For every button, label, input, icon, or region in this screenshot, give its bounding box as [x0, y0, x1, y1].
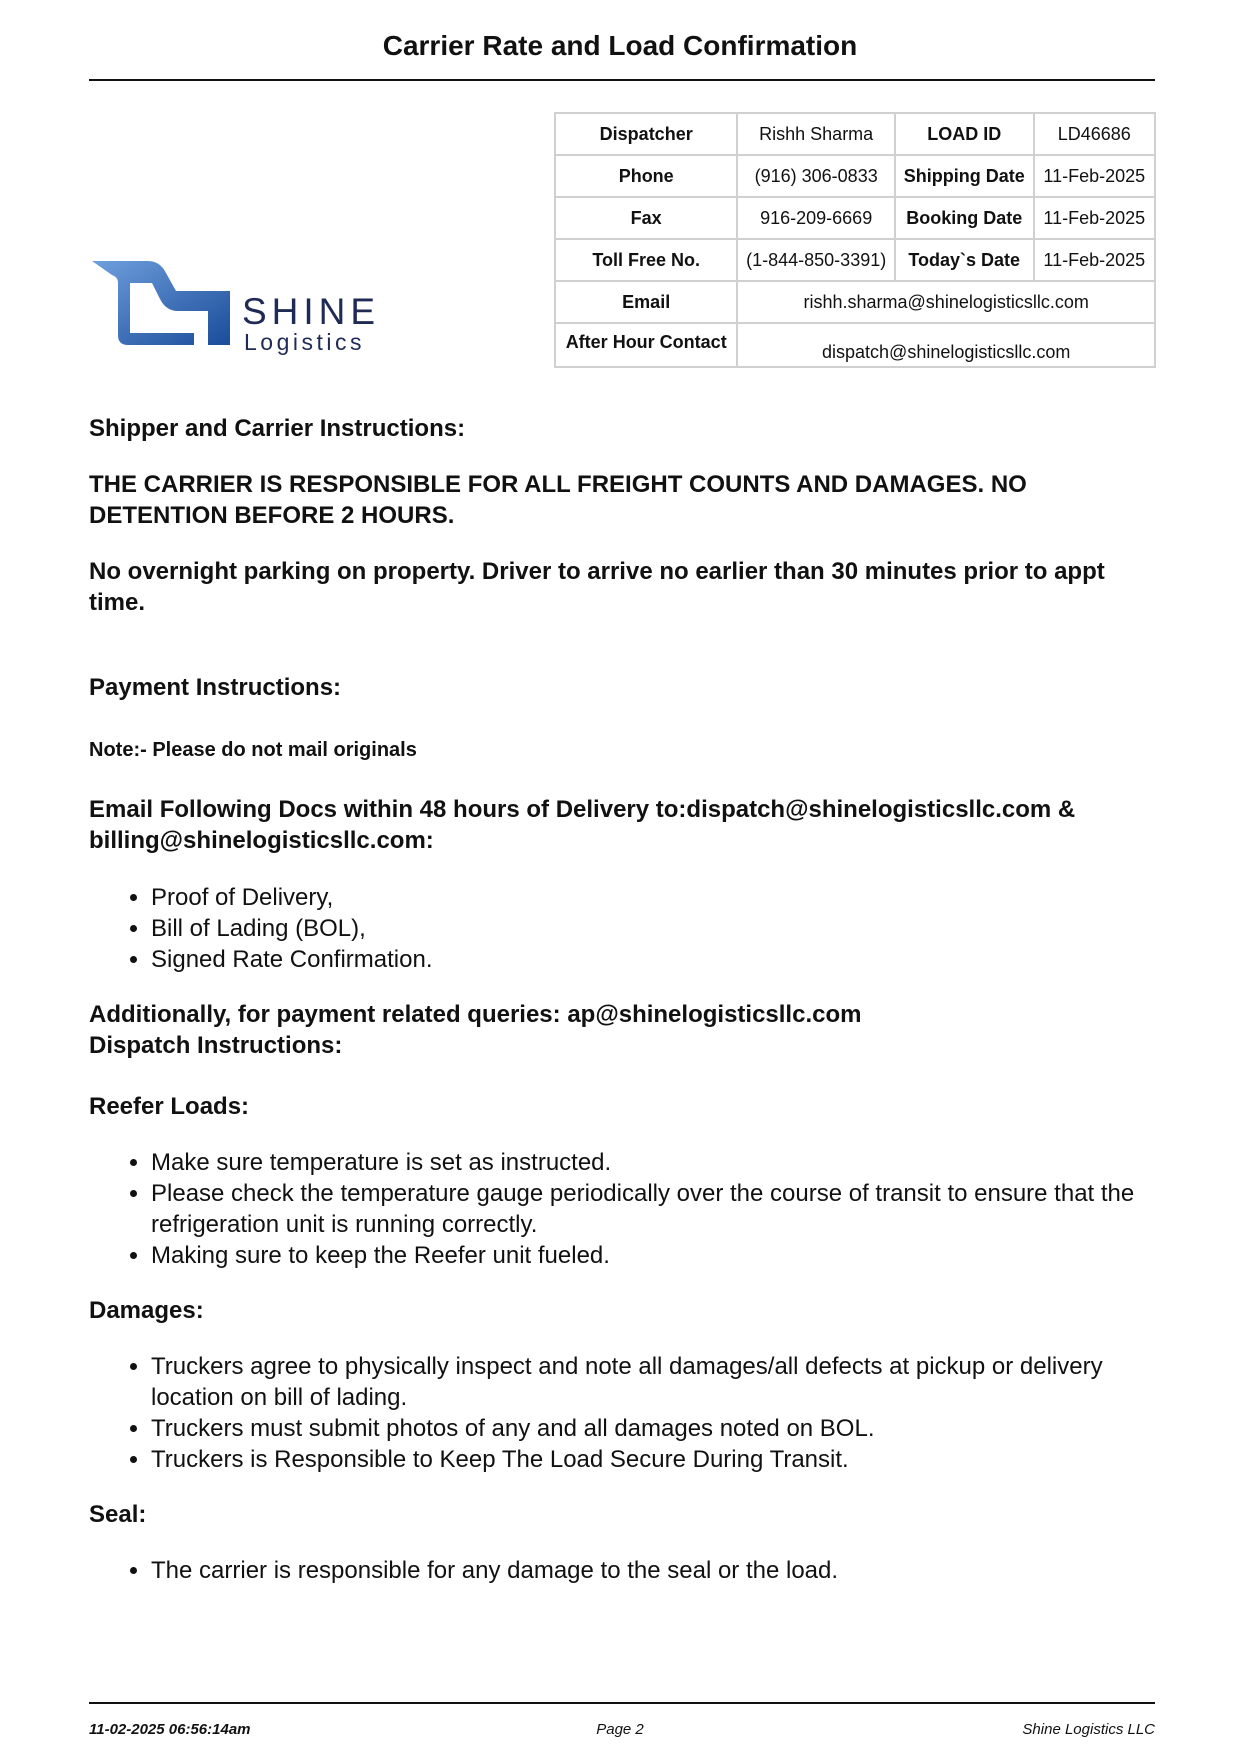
table-row	[555, 155, 1155, 197]
dispatcher-label: Dispatcher	[555, 113, 737, 155]
phone-value: (916) 306-0833	[737, 155, 895, 197]
fax-value: 916-209-6669	[737, 197, 895, 239]
load-id-label: LOAD ID	[895, 113, 1034, 155]
table-row	[555, 239, 1155, 281]
dispatch-instructions-heading: Dispatch Instructions:	[89, 1032, 343, 1059]
booking-date-label: Booking Date	[895, 197, 1034, 239]
email-docs-instruction: Email Following Docs within 48 hours of Delivery to:dispatch@shinelogisticsllc.com & billing@shinelogisticsllc.com:	[89, 796, 1076, 854]
list-item: • Proof of Delivery,	[151, 882, 1159, 913]
damages-list	[89, 1351, 1159, 1475]
payment-queries-text: Additionally, for payment related queries: ap@shinelogisticsllc.com	[89, 1001, 862, 1028]
seal-heading: Seal:	[89, 1501, 147, 1528]
toll-free-value: (1-844-850-3391)	[737, 239, 895, 281]
booking-date-value: 11-Feb-2025	[1034, 197, 1155, 239]
after-hour-label: After Hour Contact	[555, 323, 737, 367]
load-id-value: LD46686	[1034, 113, 1155, 155]
table-row	[555, 323, 1155, 367]
email-label: Email	[555, 281, 737, 323]
carrier-responsibility-text: THE CARRIER IS RESPONSIBLE FOR ALL FREIGHT COUNTS AND DAMAGES. NO DETENTION BEFORE 2 HOURS.	[89, 471, 1027, 529]
seal-list	[89, 1555, 1159, 1586]
reefer-loads-heading: Reefer Loads:	[89, 1093, 250, 1120]
list-item: • Truckers agree to physically inspect and note all damages/all defects at pickup or delivery location on bill of lading.	[151, 1351, 1159, 1413]
logo-mark-icon	[90, 255, 240, 355]
list-item: • Please check the temperature gauge periodically over the course of transit to ensure that the refrigeration unit is running correctly.	[151, 1178, 1159, 1240]
damages-heading: Damages:	[89, 1297, 204, 1324]
todays-date-value: 11-Feb-2025	[1034, 239, 1155, 281]
logo-wordmark: SHINE	[242, 291, 381, 332]
table-row	[555, 113, 1155, 155]
parking-instruction-text: No overnight parking on property. Driver to arrive no earlier than 30 minutes prior to appt time.	[89, 558, 1105, 616]
list-item: • Making sure to keep the Reefer unit fueled.	[151, 1240, 1159, 1271]
footer-divider	[89, 1702, 1155, 1704]
after-hour-value: dispatch@shinelogisticsllc.com	[737, 323, 1155, 367]
reefer-loads-list	[89, 1147, 1159, 1271]
email-value: rishh.sharma@shinelogisticsllc.com	[737, 281, 1155, 323]
company-logo	[90, 255, 390, 355]
payment-docs-list	[89, 882, 1159, 975]
list-item: • Truckers is Responsible to Keep The Load Secure During Transit.	[151, 1444, 1159, 1475]
list-item: • The carrier is responsible for any damage to the seal or the load.	[151, 1555, 1159, 1586]
payment-instructions-heading: Payment Instructions:	[89, 674, 342, 701]
logo-subtitle: Logistics	[244, 329, 365, 355]
list-item: • Make sure temperature is set as instructed.	[151, 1147, 1159, 1178]
page-title: Carrier Rate and Load Confirmation	[382, 30, 858, 61]
shipping-date-value: 11-Feb-2025	[1034, 155, 1155, 197]
toll-free-label: Toll Free No.	[555, 239, 737, 281]
shipping-date-label: Shipping Date	[895, 155, 1034, 197]
table-row	[555, 197, 1155, 239]
list-item: • Signed Rate Confirmation.	[151, 944, 1159, 975]
list-item: • Truckers must submit photos of any and all damages noted on BOL.	[151, 1413, 1159, 1444]
dispatcher-value: Rishh Sharma	[737, 113, 895, 155]
title-divider	[89, 79, 1155, 81]
load-info-table	[554, 112, 1156, 368]
payment-note: Note:- Please do not mail originals	[89, 739, 417, 761]
shipper-instructions-heading: Shipper and Carrier Instructions:	[89, 415, 466, 442]
list-item: • Bill of Lading (BOL),	[151, 913, 1159, 944]
phone-label: Phone	[555, 155, 737, 197]
todays-date-label: Today`s Date	[895, 239, 1034, 281]
fax-label: Fax	[555, 197, 737, 239]
table-row	[555, 281, 1155, 323]
footer-timestamp: 11-02-2025 06:56:14am	[89, 1721, 251, 1738]
footer-company: Shine Logistics LLC	[1022, 1721, 1155, 1738]
footer-page-number: Page 2	[596, 1721, 644, 1738]
